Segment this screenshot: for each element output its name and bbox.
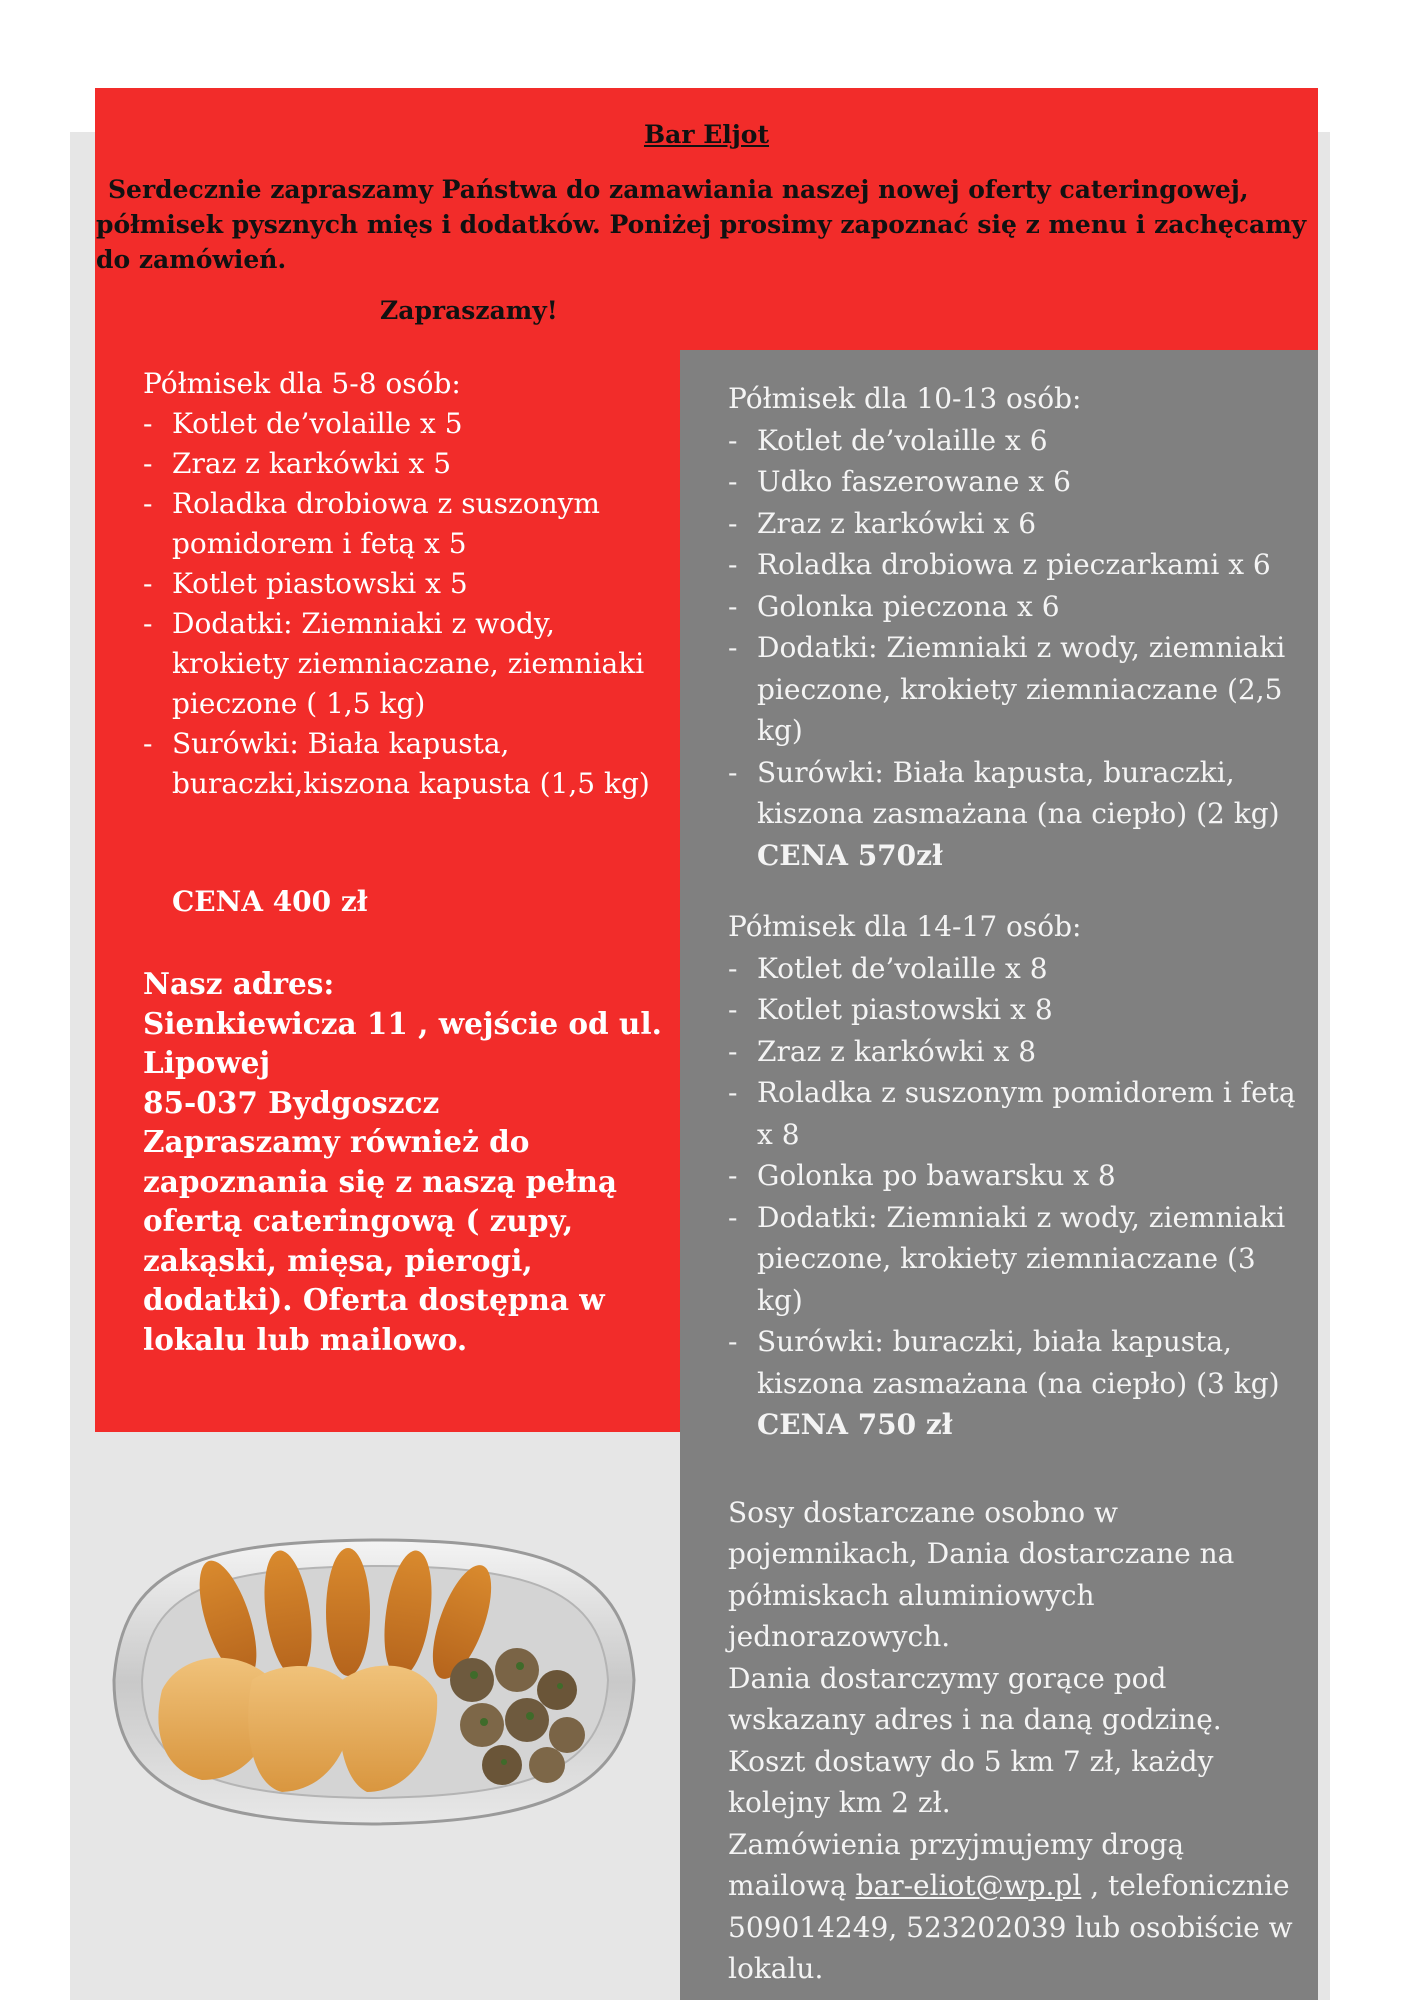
platter-small-price: CENA 400 zł: [172, 885, 368, 918]
list-item: - Kotlet de’volaille x 8: [728, 948, 1298, 990]
notes-block: [728, 1492, 1298, 1990]
invite-text: Zapraszamy!: [380, 296, 558, 325]
list-item: - Dodatki: Ziemniaki z wody, krokiety ziemniaczane, ziemniaki pieczone ( 1,5 kg): [143, 604, 663, 724]
list-item: - Udko faszerowane x 6: [728, 461, 1298, 503]
list-item: - Zraz z karkówki x 5: [143, 444, 663, 484]
platter-large-heading: Półmisek dla 14-17 osób:: [728, 910, 1082, 943]
list-item: - Roladka drobiowa z suszonym pomidorem i fetą x 5: [143, 484, 663, 564]
list-item: - Dodatki: Ziemniaki z wody, ziemniaki pieczone, krokiety ziemniaczane (3 kg): [728, 1197, 1298, 1322]
list-item: - Golonka po bawarsku x 8: [728, 1155, 1298, 1197]
platter-medium-price: CENA 570zł: [757, 838, 943, 872]
platter-large-list: [728, 948, 1298, 1405]
list-item: - Roladka z suszonym pomidorem i fetą x 8: [728, 1072, 1298, 1155]
order-prefix: Zamówienia przyjmujemy drogą mailową: [728, 1827, 1185, 1902]
order-note: [728, 1824, 1298, 1990]
page-title: Bar Eljot: [643, 120, 770, 149]
address-street: Sienkiewicza 11 , wejście od ul. Lipowej: [143, 1005, 662, 1080]
address-city: 85-037 Bydgoszcz: [143, 1084, 440, 1120]
list-item: - Kotlet de’volaille x 5: [143, 404, 663, 444]
list-item: - Dodatki: Ziemniaki z wody, ziemniaki pieczone, krokiety ziemniaczane (2,5 kg): [728, 627, 1298, 752]
sauces-note: Sosy dostarczane osobno w pojemnikach, Dania dostarczane na półmiskach aluminiowych jednorazowych.: [728, 1495, 1235, 1653]
list-item: - Kotlet de’volaille x 6: [728, 420, 1298, 462]
list-item: - Surówki: buraczki, biała kapusta, kiszona zasmażana (na ciepło) (3 kg): [728, 1321, 1298, 1404]
full-offer-text: Zapraszamy również do zapoznania się z naszą pełną ofertą cateringową ( zupy, zakąski, mięsa, pierogi, dodatki). Oferta dostępna w lokalu lub mailowo.: [143, 1124, 618, 1357]
intro-text: Serdecznie zapraszamy Państwa do zamawiania naszej nowej oferty cateringowej, półmisek pysznych mięs i dodatków. Poniżej prosimy zapoznać się z menu i zachęcamy do zamówień.: [96, 175, 1307, 274]
platter-small-heading: Półmisek dla 5-8 osób:: [143, 367, 461, 400]
list-item: - Surówki: Biała kapusta, buraczki, kiszona zasmażana (na ciepło) (2 kg): [728, 752, 1298, 835]
cost-note: Koszt dostawy do 5 km 7 zł, każdy kolejny km 2 zł.: [728, 1744, 1214, 1819]
left-column: [143, 364, 663, 1359]
email-link[interactable]: bar-eliot@wp.pl: [855, 1869, 1082, 1902]
list-item: - Roladka drobiowa z pieczarkami x 6: [728, 544, 1298, 586]
list-item: - Zraz z karkówki x 6: [728, 503, 1298, 545]
delivery-note: Dania dostarczymy gorące pod wskazany adres i na daną godzinę.: [728, 1661, 1222, 1736]
platter-small-list: [143, 404, 663, 804]
list-item: - Kotlet piastowski x 8: [728, 989, 1298, 1031]
list-item: - Kotlet piastowski x 5: [143, 564, 663, 604]
croquette: [326, 1548, 370, 1676]
platter-photo: [102, 1530, 642, 1828]
address-heading: Nasz adres:: [143, 966, 335, 1001]
list-item: - Zraz z karkówki x 8: [728, 1031, 1298, 1073]
platter-large-price: CENA 750 zł: [757, 1408, 953, 1441]
order-suffix: , telefonicznie 509014249, 523202039 lub osobiście w lokalu.: [728, 1869, 1293, 1985]
list-item: - Surówki: Biała kapusta, buraczki,kiszona kapusta (1,5 kg): [143, 724, 663, 804]
address-block: [143, 964, 663, 1359]
platter-large-section: [728, 906, 1298, 1446]
right-column: [728, 378, 1298, 1990]
list-item: - Golonka pieczona x 6: [728, 586, 1298, 628]
platter-medium-list: [728, 420, 1298, 835]
platter-medium-heading: Półmisek dla 10-13 osób:: [728, 382, 1082, 415]
